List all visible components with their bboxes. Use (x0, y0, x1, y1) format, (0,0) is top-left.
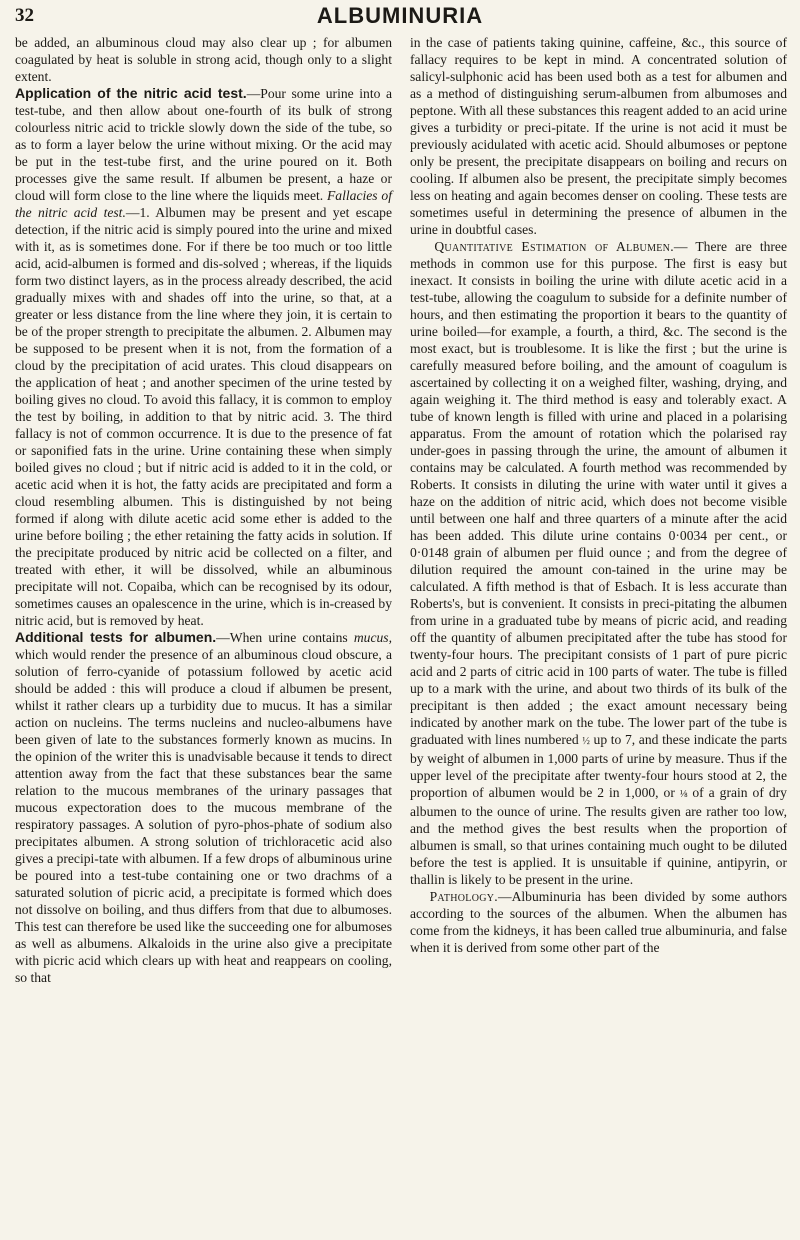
page-header (0, 0, 800, 34)
fraction-eighth: ⅛ (679, 789, 688, 800)
paragraph-text: — There are three methods in common use for this purpose. The first is easy but inexact. It consists in boiling the urine with dilute acetic acid in a test-tube, allowing the coagulum to subside for a definite number of hours, and then estimating the proportion it bears to the quantity of urine boiled—for example, a fourth, a third, &c. The second is the most exact, but is troublesome. It is like the first ; but the urine is carefully measured before boiling, and the amount of coagulum is ascertained by collecting it on a weighed filter, washing, drying, and again weighing it. The third method is easy and tolerably exact. A tube of known length is filled with urine and placed in a polarising apparatus. From the amount of rotation which the polarised ray under-goes in passing through the urine, the amount of albumen it contains may be calculated. A fourth method was recommended by Roberts. It consists in diluting the urine with water until it gives a haze on the addition of nitric acid, which does not become visible until between one half and three quarters of a minute after the acid has been added. This dilute urine contains 0·0034 per cent., or 0·0148 grain of albumen per fluid ounce ; and from the degree of dilution required the amount con-tained in the urine may be calculated. A fifth method is that of Esbach. It is less accurate than Roberts's, but is convenient. It consists in preci-pitating the albumen from urine in a graduated tube by means of picric acid, and reading off the quantity of albumen precipitated after the tube has stood for twenty-four hours. The precipitant consists of 1 part of pure picric acid and 2 parts of citric acid in 100 parts of water. The tube is filled up to a mark with the urine, and about two thirds of its bulk of the precipitant is then added ; the exact amount necessary being indicated by another mark on the tube. The lower part of the tube is graduated with lines numbered (410, 239, 787, 747)
paragraph-text: —1. Albumen may be present and yet escape detection, if the nitric acid is simply poured into the urine and mixed with it, as is sometimes done. For if there be too much or too little acid, acid-albumen is formed and dis-solved ; whereas, if the liquids form two distinct layers, as in the process already described, the acid gradually mixes with and shades off into the urine, so that, at a greater or less distance from the line where they join, it is certain to be of the proper strength to precipitate the albumen. 2. Albumen may be supposed to be present when it is not, from the formation of a cloud by the precipitation of acid urates. This cloud disappears on the application of heat ; and another specimen of the urine tested by boiling gives no cloud. To avoid this fallacy, it is common to employ the test by boiling, in addition to that by nitric acid. 3. The third fallacy is not of common occurrence. It is due to the presence of fat or saponified fats in the urine. Urine containing these when simply boiled gives no cloud ; but if nitric acid is added to it in the cold, or acetic acid when it is hot, the fatty acids are precipitated and form a cloud resembling albumen. This is distinguished by not being formed if along with dilute acetic acid some ether is added to the urine before boiling ; the ether retaining the fatty acids in solution. If the precipitate produced by nitric acid be collected on a filter, and treated with ether, it will be dissolved, while an albuminous precipitate will not. Copaiba, which can be recognised by its odour, sometimes causes an opalescence in the urine, which is in-creased by nitric acid, but is removed by heat. (15, 205, 392, 628)
section-lead-pathology: Pathology. (429, 889, 498, 904)
left-column (15, 34, 392, 986)
paragraph-text: —When urine contains (216, 630, 354, 645)
page-number: 32 (15, 5, 34, 26)
right-column (410, 34, 787, 956)
fraction-half: ½ (582, 736, 590, 747)
italic-term-mucus: mucus, (353, 630, 392, 645)
paragraph-text: —Pour some urine into a test-tube, and then allow about one-fourth of its bulk of strong colourless nitric acid to trickle slowly down the side of the tube, so as to form a layer below the urine without mixing. Or the acid may be put in the test-tube first, and the urine poured on it. Both processes give the same result. If albumen be present, a haze or cloud will form close to the line where the liquids meet. (15, 86, 392, 203)
paragraph-text: —Albuminuria has been divided by some authors according to the sources of the albumen. When the albumen has come from the kidneys, it has been called true albuminuria, and false when it is derived from some other part of the (410, 889, 787, 955)
paragraph (410, 34, 787, 238)
section-lead-quantitative-estimation: Quantitative Estimation of Albumen. (434, 239, 674, 254)
paragraph-text: be added, an albuminous cloud may also clear up ; for albumen coagulated by heat is soluble in strong acid, though only to a slight extent. (15, 35, 392, 84)
paragraph (15, 85, 392, 629)
section-lead-nitric-acid-test: Application of the nitric acid test. (15, 85, 247, 101)
paragraph-text: of a grain of dry albumen to the ounce of urine. The results given are rather too low, and the method gives the best results when the proportion of albumen is small, so that urines containing much ought to be diluted before the test is applied. It is unsuitable if quinine, antipyrin, or thallin is likely to be present in the urine. (410, 785, 787, 887)
fallacies-label: Fallacies of the nitric acid test. (15, 188, 392, 220)
section-lead-additional-tests: Additional tests for albumen. (15, 629, 217, 645)
paragraph-text: in the case of patients taking quinine, caffeine, &c., this source of fallacy requires to be kept in mind. A concentrated solution of salicyl-sulphonic acid has been used both as a test for albumen and as a method of distinguishing serum-albumen from albumoses and peptone. With all these substances this reagent added to an acid urine gives a turbidity or preci-pitate. If the urine is not acid it must be previously acidulated with acetic acid. Should albumoses or peptone only be present, the precipitate disappears on boiling and recurs on cooling. If albumen also be present, the precipitate simply becomes less on heating and again becomes denser on cooling. These tests are sometimes useful in determining the presence of albumen in the urine in doubtful cases. (410, 35, 787, 237)
paragraph-text: up to 7, and these indicate the parts by weight of albumen in 1,000 parts of urine by measure. Thus if the upper level of the precipitate after twenty-four hours stood at 2, the proportion of albumen would be 2 in 1,000, or (410, 732, 787, 800)
paragraph (410, 238, 787, 888)
running-head: ALBUMINURIA (316, 3, 484, 28)
paragraph (15, 34, 392, 85)
paragraph (410, 888, 787, 956)
paragraph-text: which would render the presence of an albuminous cloud obscure, a solution of ferro-cyanide of potassium followed by acetic acid should be added : this will produce a cloud if albumen be present, whilst it rather clears up a turbidity due to mucus. It has a similar action on nucleins. The terms nucleins and nucleo-albumens have been given of late to the substances formerly known as mucins. In the opinion of the writer this is unadvisable because it tends to direct attention away from the fact that these substances bear the same relation to the mucous membranes of the urinary passages that mucous expectoration does to the mucous membrane of the respiratory passages. A solution of pyro-phos-phate of sodium also precipitates albumen. A strong solution of trichloracetic acid also gives a precipi-tate with albumen. If a few drops of albuminous urine be poured into a test-tube containing one or two drachms of a saturated solution of picric acid, a precipitate is formed which does not dissolve on boiling, and thus differs from that due to albumoses. This test can therefore be used like the succeeding one for albumoses as well as albumens. Alkaloids in the urine also give a precipitate with picric acid which clears up with heat and reappears on cooling, so that (15, 647, 392, 985)
paragraph (15, 629, 392, 986)
